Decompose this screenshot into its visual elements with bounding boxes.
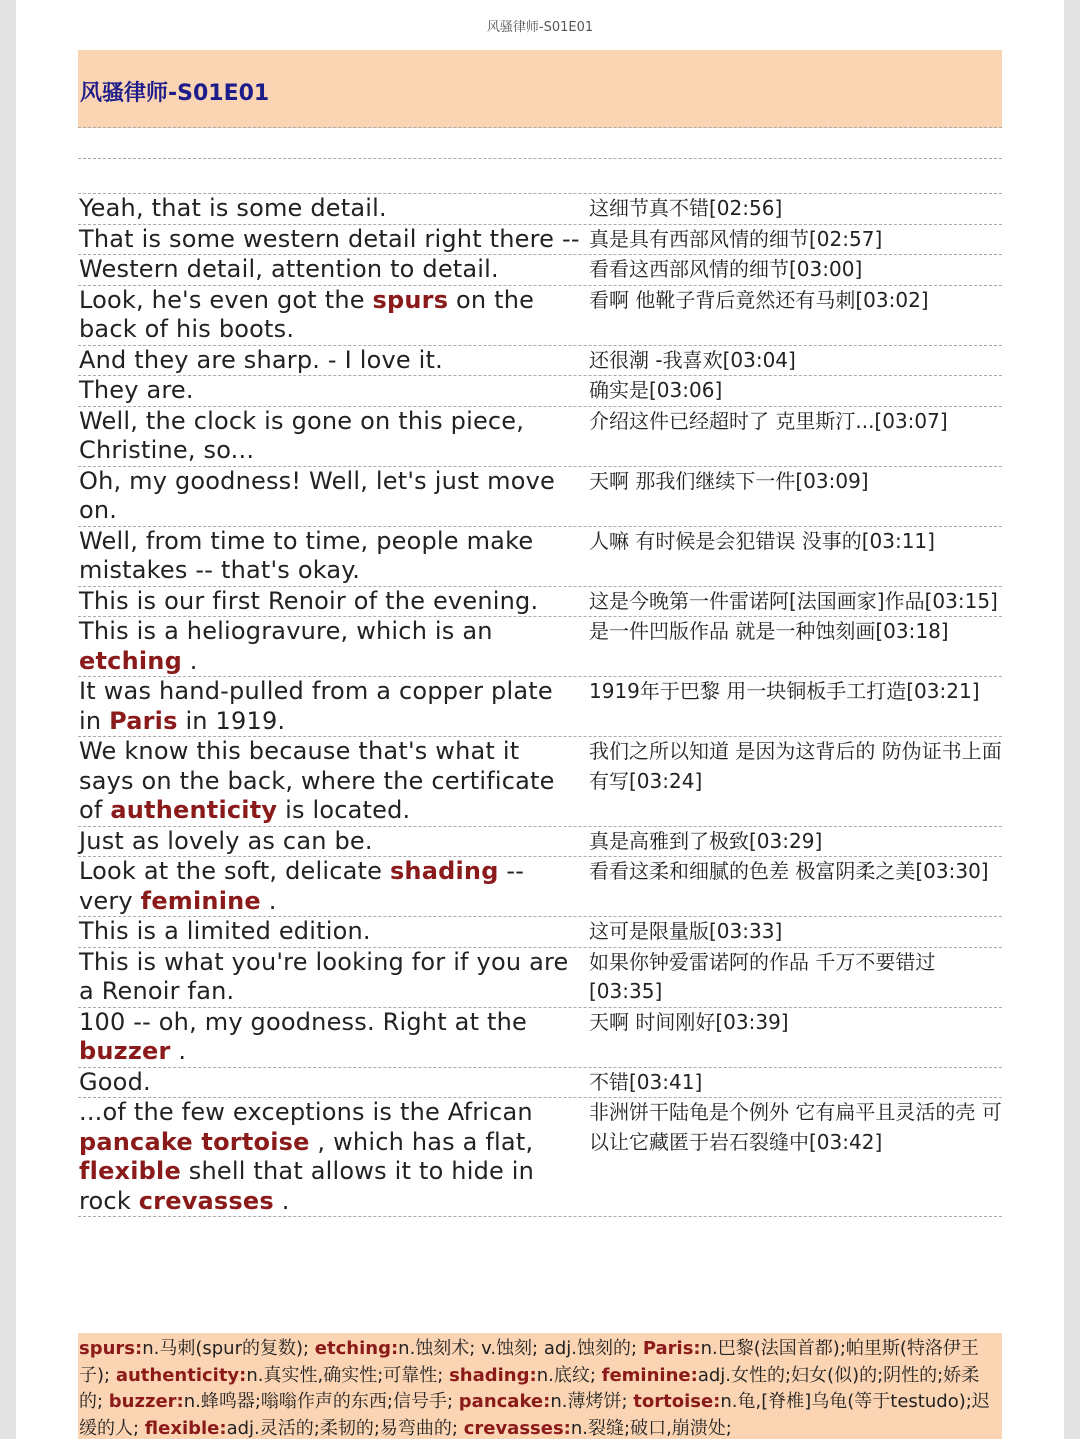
chinese-line: 1919年于巴黎 用一块铜板手工打造[03:21] bbox=[589, 679, 980, 703]
subtitle-row bbox=[78, 255, 1002, 286]
chinese-line: 还很潮 -我喜欢[03:04] bbox=[589, 347, 796, 372]
vocab-definition: adj.女性的;妇女(似)的;阴性的;娇柔的; bbox=[79, 1364, 980, 1412]
vocab-word: pancake: bbox=[458, 1391, 551, 1412]
english-line bbox=[78, 527, 581, 586]
chinese-line: 不错[03:41] bbox=[589, 1069, 703, 1094]
vocabulary-box bbox=[78, 1333, 1002, 1439]
subtitle-row bbox=[78, 827, 1002, 858]
chinese-line: 这可是限量版[03:33] bbox=[589, 919, 783, 943]
subtitle-row bbox=[78, 527, 1002, 587]
vocab-word: authenticity: bbox=[115, 1364, 247, 1386]
vocab-word: spurs: bbox=[79, 1338, 143, 1359]
english-text: Well, from time to time, people make mistakes -- that's okay. bbox=[79, 526, 534, 584]
document-page bbox=[16, 0, 1064, 1439]
chinese-line: 真是高雅到了极致[03:29] bbox=[589, 828, 823, 853]
english-text: Look, he's even got the bbox=[79, 285, 373, 314]
vocab-word: buzzer: bbox=[108, 1391, 184, 1412]
english-line bbox=[78, 286, 581, 345]
chinese-line: 看看这西部风情的细节[03:00] bbox=[589, 257, 863, 281]
english-line bbox=[78, 617, 581, 676]
vocab-word: shading: bbox=[449, 1364, 537, 1386]
english-text: is located. bbox=[277, 796, 411, 824]
english-text: That is some western detail right there -- bbox=[79, 224, 580, 253]
keyword: crevasses bbox=[138, 1186, 274, 1215]
keyword: flexible bbox=[79, 1157, 181, 1185]
keyword: pancake tortoise bbox=[79, 1127, 310, 1156]
vocab-definition: n.薄烤饼; bbox=[550, 1391, 634, 1412]
english-text: It was hand-pulled from a copper plate in bbox=[79, 677, 553, 735]
chinese-line: 真是具有西部风情的细节[02:57] bbox=[589, 226, 883, 251]
vocab-word: Paris: bbox=[642, 1338, 701, 1359]
chinese-line: 这是今晚第一件雷诺阿[法国画家]作品[03:15] bbox=[589, 588, 998, 613]
subtitle-row bbox=[78, 1068, 1002, 1099]
chinese-line: 如果你钟爱雷诺阿的作品 千万不要错过[03:35] bbox=[589, 949, 936, 1003]
english-text: This is our first Renoir of the evening. bbox=[79, 586, 539, 615]
chinese-line: 介绍这件已经超时了 克里斯汀...[03:07] bbox=[589, 408, 948, 433]
vocab-definition: n.巴黎(法国首都);帕里斯(特洛伊王子); bbox=[79, 1338, 979, 1386]
english-text: Oh, my goodness! Well, let's just move on. bbox=[79, 466, 555, 524]
vocab-word: etching: bbox=[314, 1338, 399, 1359]
chinese-line: 人嘛 有时候是会犯错误 没事的[03:11] bbox=[589, 528, 935, 553]
subtitle-row bbox=[78, 346, 1002, 377]
english-text: Western detail, attention to detail. bbox=[79, 255, 499, 283]
keyword: Paris bbox=[109, 706, 178, 735]
english-line bbox=[78, 948, 581, 1007]
english-text: on the back of his boots. bbox=[79, 285, 535, 343]
english-text: We know this because that's what it says on the back, where the certificate of bbox=[79, 737, 555, 824]
english-line bbox=[78, 587, 581, 617]
vocab-definition: n.蜂鸣器;嗡嗡作声的东西;信号手; bbox=[183, 1391, 459, 1412]
english-text: This is a heliogravure, which is an bbox=[79, 617, 493, 645]
english-text: Yeah, that is some detail. bbox=[79, 194, 387, 222]
vocab-word: feminine: bbox=[601, 1364, 698, 1386]
english-line bbox=[78, 917, 581, 947]
keyword: shading bbox=[389, 857, 499, 885]
english-text: , which has a flat, bbox=[309, 1127, 534, 1156]
english-text: Look at the soft, delicate bbox=[79, 857, 390, 885]
subtitle-row bbox=[78, 1098, 1002, 1217]
vocab-word: crevasses: bbox=[463, 1417, 571, 1439]
english-text: . bbox=[260, 886, 277, 915]
subtitle-row bbox=[78, 376, 1002, 407]
english-text: . bbox=[181, 646, 198, 675]
vocab-definition: n.底纹; bbox=[536, 1364, 602, 1386]
english-text: . bbox=[273, 1186, 290, 1215]
english-text: . bbox=[170, 1037, 187, 1065]
english-line bbox=[78, 1008, 581, 1067]
english-text: in 1919. bbox=[177, 706, 286, 735]
keyword: authenticity bbox=[110, 796, 278, 824]
english-text: Good. bbox=[79, 1067, 151, 1096]
english-line bbox=[78, 194, 581, 224]
english-line bbox=[78, 857, 581, 916]
english-line bbox=[78, 467, 581, 526]
english-line bbox=[78, 376, 581, 406]
english-line bbox=[78, 1098, 581, 1216]
vocab-definition: n.裂缝;破口,崩溃处; bbox=[570, 1417, 732, 1439]
subtitle-row bbox=[78, 225, 1002, 256]
subtitle-row bbox=[78, 948, 1002, 1008]
subtitle-row bbox=[78, 1008, 1002, 1068]
english-line bbox=[78, 225, 581, 255]
running-header: 风骚律师-S01E01 bbox=[486, 20, 594, 35]
english-text: shell that allows it to hide in rock bbox=[79, 1157, 535, 1215]
subtitle-row bbox=[78, 737, 1002, 827]
english-line bbox=[78, 255, 581, 285]
vocab-definition: n.蚀刻术; v.蚀刻; adj.蚀刻的; bbox=[398, 1338, 643, 1359]
chinese-line: 这细节真不错[02:56] bbox=[589, 196, 783, 220]
chinese-line: 是一件凹版作品 就是一种蚀刻画[03:18] bbox=[589, 619, 949, 643]
english-text: 100 -- oh, my goodness. Right at the bbox=[79, 1007, 527, 1036]
english-line bbox=[78, 737, 581, 826]
english-line bbox=[78, 1068, 581, 1098]
english-text: Just as lovely as can be. bbox=[79, 826, 373, 855]
vocab-word: tortoise: bbox=[633, 1391, 721, 1412]
subtitle-row bbox=[78, 587, 1002, 618]
chinese-line: 确实是[03:06] bbox=[589, 378, 723, 402]
english-text: Well, the clock is gone on this piece, Christine, so... bbox=[79, 406, 525, 464]
subtitle-row bbox=[78, 677, 1002, 737]
english-text: This is a limited edition. bbox=[79, 917, 371, 945]
english-text: And they are sharp. - I love it. bbox=[79, 345, 443, 374]
vocab-definition: n.龟,[脊椎]乌龟(等于testudo);迟缓的人; bbox=[79, 1391, 990, 1439]
vocab-definition: n.马刺(spur的复数); bbox=[142, 1338, 315, 1359]
vocab-definition: adj.灵活的;柔韧的;易弯曲的; bbox=[226, 1417, 464, 1439]
english-line bbox=[78, 677, 581, 736]
keyword: etching bbox=[79, 646, 182, 675]
chinese-line: 天啊 那我们继续下一件[03:09] bbox=[589, 468, 869, 493]
english-text: This is what you're looking for if you are a Renoir fan. bbox=[79, 947, 569, 1005]
english-text: ...of the few exceptions is the African bbox=[79, 1098, 533, 1126]
subtitle-table bbox=[78, 194, 1002, 1217]
english-line bbox=[78, 346, 581, 376]
chinese-line: 非洲饼干陆龟是个例外 它有扁平且灵活的壳 可以让它藏匿于岩石裂缝中[03:42] bbox=[589, 1100, 1002, 1154]
page-title: 风骚律师-S01E01 bbox=[80, 81, 270, 106]
keyword: feminine bbox=[140, 886, 261, 915]
divider bbox=[78, 158, 1002, 159]
chinese-line: 天啊 时间刚好[03:39] bbox=[589, 1009, 789, 1034]
subtitle-row bbox=[78, 857, 1002, 917]
chinese-line: 看看这柔和细腻的色差 极富阴柔之美[03:30] bbox=[589, 859, 989, 883]
english-text: -- very bbox=[79, 857, 525, 915]
vocab-definition: n.真实性,确实性;可靠性; bbox=[246, 1364, 450, 1386]
subtitle-row bbox=[78, 617, 1002, 677]
chinese-line: 看啊 他靴子背后竟然还有马刺[03:02] bbox=[589, 287, 929, 312]
subtitle-row bbox=[78, 917, 1002, 948]
subtitle-row bbox=[78, 407, 1002, 467]
vocab-word: flexible: bbox=[144, 1417, 227, 1439]
subtitle-row bbox=[78, 467, 1002, 527]
english-line bbox=[78, 827, 581, 857]
title-banner bbox=[78, 50, 1002, 128]
keyword: buzzer bbox=[79, 1037, 171, 1065]
chinese-line: 我们之所以知道 是因为这背后的 防伪证书上面有写[03:24] bbox=[589, 739, 1002, 793]
subtitle-row bbox=[78, 194, 1002, 225]
english-line bbox=[78, 407, 581, 466]
subtitle-row bbox=[78, 286, 1002, 346]
keyword: spurs bbox=[372, 285, 449, 314]
english-text: They are. bbox=[79, 376, 194, 404]
